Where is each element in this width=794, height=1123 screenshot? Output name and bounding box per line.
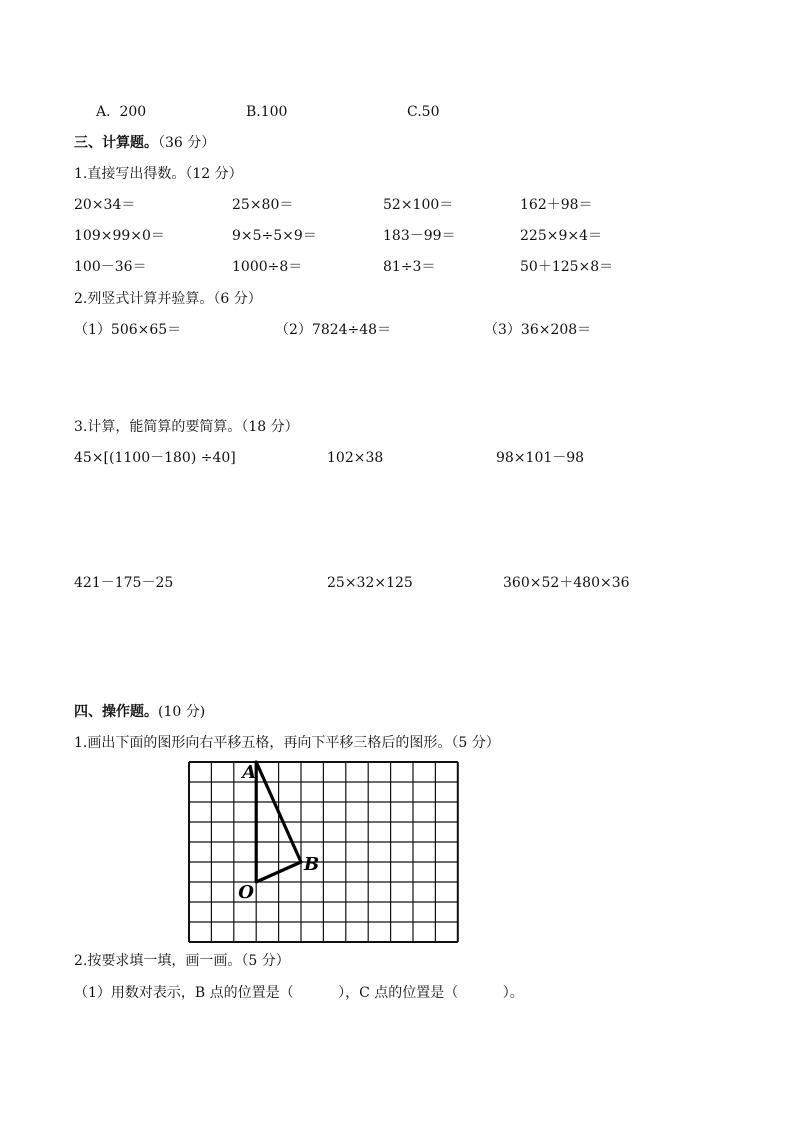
q3-r2-c3: 360×52＋480×36 bbox=[503, 575, 630, 591]
q1-title: 1.直接写出得数。（12 分） bbox=[74, 166, 243, 182]
q2-item-1: （1）506×65＝ bbox=[74, 322, 182, 338]
point-label-o: O bbox=[238, 882, 254, 903]
q1-r3-c3: 81÷3＝ bbox=[383, 259, 436, 275]
q1-r1-c2: 25×80＝ bbox=[232, 197, 294, 213]
q1-r2-c2: 9×5÷5×9＝ bbox=[232, 228, 317, 244]
section-4-heading bbox=[74, 703, 205, 721]
q3-r1-c1: 45×[(1100－180) ÷40] bbox=[74, 450, 236, 466]
point-label-b: B bbox=[304, 854, 320, 875]
op1-title: 1.画出下面的图形向右平移五格，再向下平移三格后的图形。（5 分） bbox=[74, 735, 500, 751]
q2-item-3: （3）36×208＝ bbox=[484, 322, 592, 338]
section-3-score: （36 分） bbox=[158, 135, 216, 151]
q1-r1-c3: 52×100＝ bbox=[383, 197, 454, 213]
q3-r2-c2: 25×32×125 bbox=[327, 575, 413, 591]
q1-r2-c1: 109×99×0＝ bbox=[74, 228, 165, 244]
q1-r2-c3: 183－99＝ bbox=[383, 228, 456, 244]
q3-r2-c1: 421－175－25 bbox=[74, 575, 174, 591]
section-4-score: (10 分) bbox=[158, 704, 206, 720]
q1-r1-c4: 162＋98＝ bbox=[520, 197, 593, 213]
q1-r2-c4: 225×9×4＝ bbox=[520, 228, 602, 244]
op2-sub1: （1）用数对表示，B 点的位置是（ ），C 点的位置是（ ）。 bbox=[74, 985, 524, 1001]
q1-r1-c1: 20×34＝ bbox=[74, 197, 136, 213]
q1-r3-c2: 1000÷8＝ bbox=[232, 259, 303, 275]
section-3-title: 三、计算题。 bbox=[74, 135, 158, 151]
point-label-a: A bbox=[242, 762, 257, 783]
section-3-heading bbox=[74, 134, 215, 152]
grid-lines bbox=[189, 762, 458, 942]
choice-c: C.50 bbox=[407, 104, 440, 120]
q1-r3-c1: 100－36＝ bbox=[74, 259, 147, 275]
q2-item-2: （2）7824÷48＝ bbox=[275, 322, 392, 338]
q1-r3-c4: 50＋125×8＝ bbox=[520, 259, 614, 275]
q3-r1-c3: 98×101－98 bbox=[496, 450, 585, 466]
q3-r1-c2: 102×38 bbox=[327, 450, 384, 466]
choice-a: A. 200 bbox=[96, 104, 147, 120]
q3-title: 3.计算，能简算的要简算。（18 分） bbox=[74, 419, 299, 435]
q2-title: 2.列竖式计算并验算。（6 分） bbox=[74, 291, 262, 307]
section-4-title: 四、操作题。 bbox=[74, 704, 158, 720]
op2-title: 2.按要求填一填，画一画。（5 分） bbox=[74, 953, 290, 969]
translation-grid bbox=[187, 760, 459, 944]
choice-b: B.100 bbox=[246, 104, 288, 120]
